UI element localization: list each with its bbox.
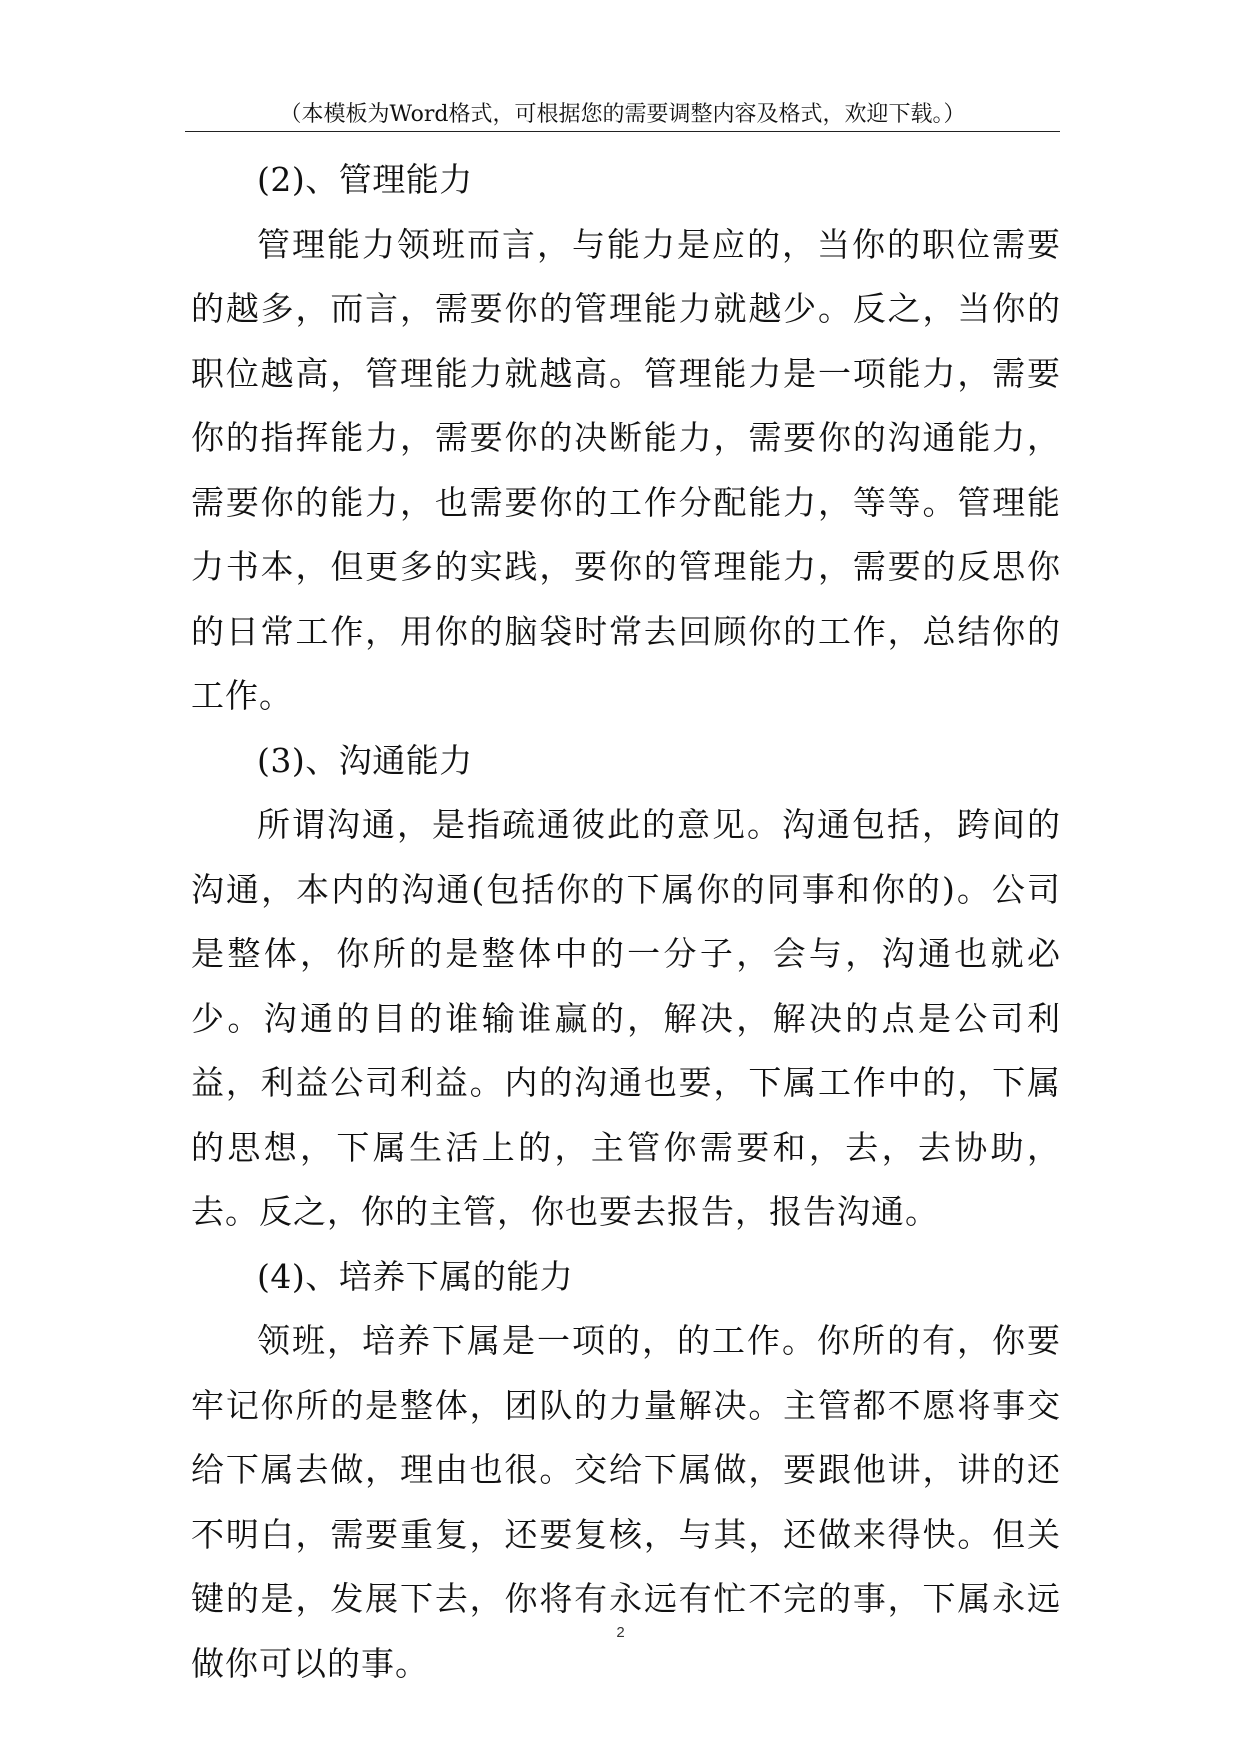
section-heading-training: (4)、培养下属的能力	[257, 1256, 574, 1296]
header-divider	[185, 131, 1060, 132]
section-heading-communication: (3)、沟通能力	[257, 740, 473, 780]
paragraph-communication: 所谓沟通，是指疏通彼此的意见。沟通包括，跨间的沟通，本内的沟通(包括你的下属你的同事和你的)。公司是整体，你所的是整体中的一分子，会与，沟通也就必少。沟通的目的谁输谁赢的，解决，解决的点是公司利益，利益公司利益。内的沟通也要，下属工作中的，下属的思想，下属生活上的，主管你需要和，去，去协助，去。反之，你的主管，你也要去报告，报告沟通。	[191, 805, 1061, 1231]
paragraph-management: 管理能力领班而言，与能力是应的，当你的职位需要的越多，而言，需要你的管理能力就越少。反之，当你的职位越高，管理能力就越高。管理能力是一项能力，需要你的指挥能力，需要你的决断能力，需要你的沟通能力，需要你的能力，也需要你的工作分配能力，等等。管理能力书本，但更多的实践，要你的管理能力，需要的反思你的日常工作，用你的脑袋时常去回顾你的工作，总结你的工作。	[191, 224, 1061, 715]
section-heading-management: (2)、管理能力	[257, 160, 473, 199]
page-number: 2	[616, 1624, 625, 1641]
document-body	[191, 148, 1061, 1696]
paragraph-training: 领班，培养下属是一项的，的工作。你所的有，你要牢记你所的是整体，团队的力量解决。主管都不愿将事交给下属去做，理由也很。交给下属做，要跟他讲，讲的还不明白，需要重复，还要复核，与其，还做来得快。但关键的是，发展下去，你将有永远有忙不完的事，下属永远做你可以的事。	[191, 1321, 1061, 1683]
header-note: （本模板为Word格式，可根据您的需要调整内容及格式，欢迎下载。）	[279, 102, 966, 127]
